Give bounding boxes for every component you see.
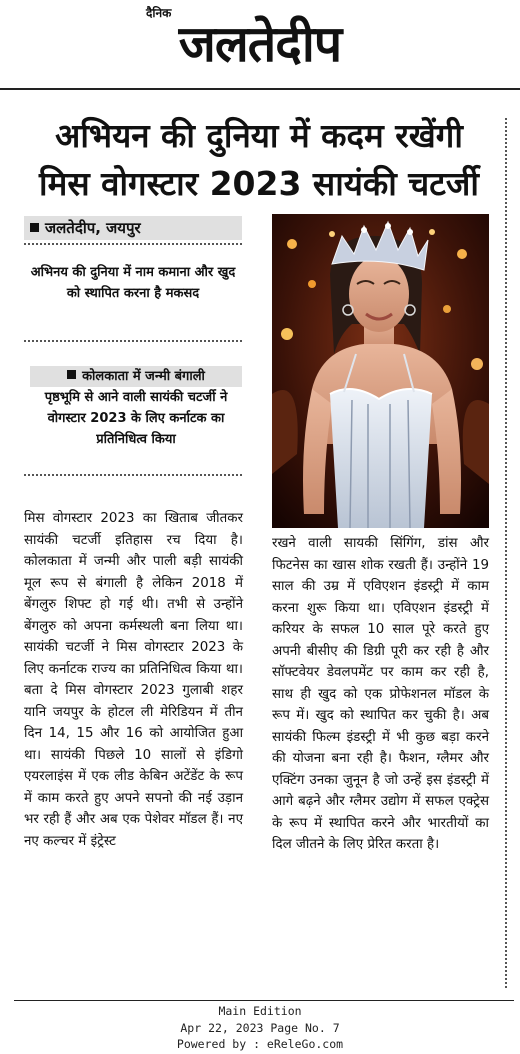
- article-photo: [272, 214, 489, 528]
- footer-rule: [14, 1000, 514, 1001]
- masthead: [0, 0, 520, 90]
- highlight-quote-2: [24, 366, 242, 450]
- dotted-divider: [24, 474, 242, 476]
- highlight-2-lead: [30, 366, 242, 387]
- dotted-divider: [24, 243, 242, 245]
- square-bullet-icon: [30, 223, 39, 232]
- byline-text: जलतेदीप, जयपुर: [45, 219, 141, 237]
- article-body-column-1: मिस वोगस्टार 2023 का खिताब जीतकर सायंकी चटर्जी इतिहास रच दिया है। कोलकाता में जन्मी और पाली बड़ी सायंकी मूल रूप से बंगाली है लेकिन 2018 में बेंगलुरु शिफ्ट हो गई थी। तभी से उन्होंने बेंगलुरु को अपना कर्मस्थली बना लिया था। सायंकी चटर्जी ने मिस वोगस्टार 2023 के लिए कर्नाटक राज्य का प्रतिनिधित्व किया था। बता दे मिस वोगस्टार 2023 गुलाबी शहर यानि जयपुर के होटल ली मेरिडियन में तीन दिन 14, 15 और 16 को आयोजित हुआ था। सायंकी पिछले 10 सालों से इंडिगो एयरलाइंस में एक लीड केबिन अटेंडेंट के रूप में काम करते हुए अपने सपनो की नई उड़ान भर रही हैं और अब एक पेशेवर मॉडल हैं। नए नए कल्चर में इंट्रेस्ट: [24, 511, 243, 849]
- highlight-2-lead-text: कोलकाता में जन्मी बंगाली: [82, 369, 205, 384]
- masthead-small-label: दैनिक: [146, 6, 172, 20]
- byline: [24, 216, 242, 240]
- highlight-quote-1: अभिनय की दुनिया में नाम कमाना और खुद को स्थापित करना है मकसद: [30, 265, 236, 301]
- footer: [0, 1003, 520, 1053]
- headline: [14, 112, 504, 208]
- powered-by-link[interactable]: Powered by : eReleGo.com: [176, 1037, 344, 1051]
- article-body-column-2: रखने वाली सायकी सिंगिंग, डांस और फिटनेस का खास शोक रखती हैं। उन्होंने 19 साल की उम्र में एविएशन इंडस्ट्री में काम करना शुरू किया था। एविएशन इंडस्ट्री में करियर के सफल 10 साल पूरे करते हुए अपनी बीसीए की डिग्री पूरी कर रही है और सॉफ्टवेयर डेवलपमेंट पर काम कर रही है, साथ ही खुद को एक प्रोफेशनल मॉडल के रूप में। खुद को स्थापित कर चुकी है। अब सायंकी फिल्म इंडस्ट्री में भी कुछ बड़ा करने की योजना बना रही है। फैशन, ग्लैमर और एक्टिंग उनका जुनून है जो उन्हें इस इंडस्ट्री में आगे बढ़ने और ग्लैमर उद्योग में सफल एक्ट्रेस के रूप में स्थापित करने और भारतीयों का दिल जीतने के लिए प्रेरित करता है।: [272, 536, 489, 852]
- square-bullet-icon: [67, 370, 76, 379]
- headline-line-2: मिस वोगस्टार 2023 सायंकी चटर्जी: [39, 164, 479, 203]
- date-page-label: Apr 22, 2023 Page No. 7: [180, 1020, 340, 1035]
- edition-label: Main Edition: [218, 1004, 302, 1018]
- highlight-2-rest: पृष्ठभूमि से आने वाली सायंकी चटर्जी ने वोगस्टार 2023 के लिए कर्नाटक का प्रतिनिधित्व किया: [44, 390, 228, 447]
- crowned-model-photo: [272, 214, 489, 528]
- masthead-title: जलतेदीप: [178, 15, 342, 73]
- dotted-divider: [24, 340, 242, 342]
- column-divider: [505, 118, 507, 988]
- headline-line-1: अभियन की दुनिया में कदम रखेंगी: [55, 116, 463, 155]
